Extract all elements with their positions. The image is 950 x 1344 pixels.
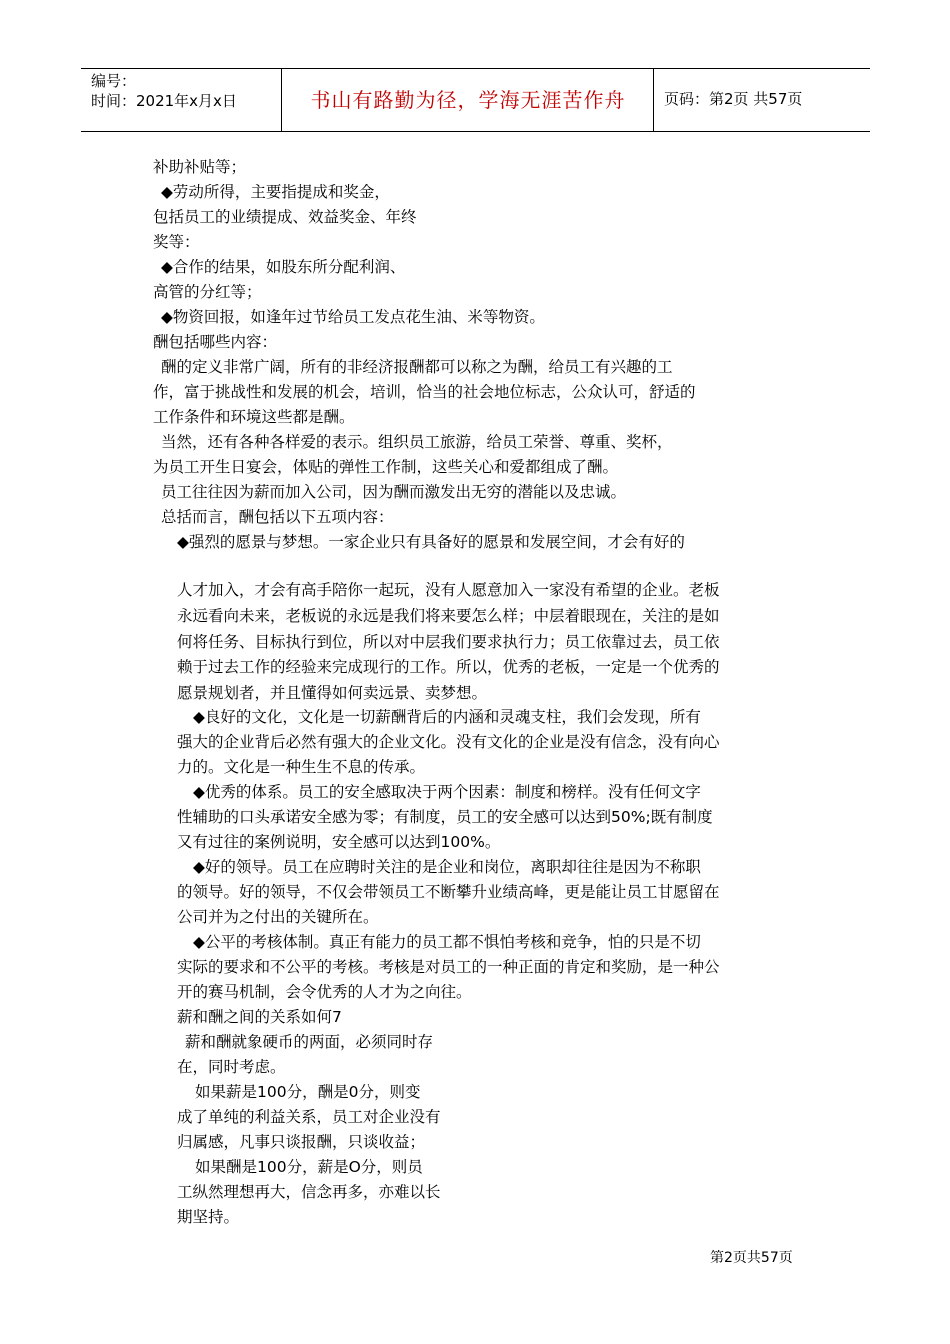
number-label: 编号： [91, 72, 137, 90]
text-line: ◆合作的结果，如股东所分配利润、 [161, 258, 406, 276]
text-line: 开的赛马机制，会令优秀的人才为之向往。 [177, 983, 472, 1001]
text-line: 何将任务、目标执行到位，所以对中层我们要求执行力；员工依靠过去，员工依 [177, 633, 720, 651]
text-line: 包括员工的业绩提成、效益奖金、年终 [153, 208, 417, 226]
text-line: 员工往往因为薪而加入公司，因为酬而激发出无穷的潜能以及忠诚。 [161, 483, 627, 501]
text-line: 工纵然理想再大，信念再多，亦难以长 [177, 1183, 441, 1201]
text-line: 公司并为之付出的关键所在。 [177, 908, 379, 926]
text-line: 作，富于挑战性和发展的机会，培训，恰当的社会地位标志，公众认可，舒适的 [153, 383, 696, 401]
page-footer: 第2页共57页 [710, 1250, 793, 1266]
text-line: 当然，还有各种各样爱的表示。组织员工旅游，给员工荣誉、尊重、奖杯， [161, 433, 673, 451]
text-line: ◆优秀的体系。员工的安全感取决于两个因素：制度和榜样。没有任何文字 [193, 783, 701, 801]
text-line: 薪和酬之间的关系如何7 [177, 1008, 342, 1026]
page-header [81, 68, 870, 132]
text-line: 奖等： [153, 233, 200, 251]
page-code: 页码：第2页 共57页 [664, 90, 803, 108]
text-line: 人才加入，才会有高手陪你一起玩，没有人愿意加入一家没有希望的企业。老板 [177, 581, 720, 599]
text-line: 力的。文化是一种生生不息的传承。 [177, 758, 426, 776]
text-line: 在，同时考虑。 [177, 1058, 286, 1076]
text-line: ◆物资回报，如逢年过节给员工发点花生油、米等物资。 [161, 308, 545, 326]
text-line: 强大的企业背后必然有强大的企业文化。没有文化的企业是没有信念，没有向心 [177, 733, 720, 751]
text-line: 性辅助的口头承诺安全感为零；有制度，员工的安全感可以达到50%;既有制度 [177, 808, 713, 826]
text-line: 补助补贴等； [153, 158, 247, 176]
text-line: 薪和酬就象硬币的两面，必须同时存 [185, 1033, 434, 1051]
text-line: ◆强烈的愿景与梦想。一家企业只有具备好的愿景和发展空间，才会有好的 [177, 533, 685, 551]
text-line: 如果酬是100分，薪是O分，则员 [195, 1158, 423, 1176]
text-line: 实际的要求和不公平的考核。考核是对员工的一种正面的肯定和奖励，是一种公 [177, 958, 720, 976]
text-line: 工作条件和环境这些都是酬。 [153, 408, 355, 426]
text-line: 永远看向未来，老板说的永远是我们将来要怎么样；中层着眼现在，关注的是如 [177, 607, 720, 625]
text-line: 总括而言，酬包括以下五项内容： [161, 508, 394, 526]
text-line: 酬的定义非常广阔，所有的非经济报酬都可以称之为酬，给员工有兴趣的工 [161, 358, 673, 376]
text-line: 酬包括哪些内容： [153, 333, 278, 351]
time-label: 时间：2021年x月x日 [91, 92, 237, 110]
text-line: ◆好的领导。员工在应聘时关注的是企业和岗位，离职却往往是因为不称职 [193, 858, 701, 876]
text-line: 成了单纯的利益关系，员工对企业没有 [177, 1108, 441, 1126]
header-page-cell [654, 69, 870, 131]
text-line: 又有过往的案例说明，安全感可以达到100%。 [177, 833, 501, 851]
text-line: 高管的分红等； [153, 283, 262, 301]
text-line: ◆公平的考核体制。真正有能力的员工都不惧怕考核和竞争，怕的只是不切 [193, 933, 701, 951]
text-line: 为员工开生日宴会，体贴的弹性工作制，这些关心和爱都组成了酬。 [153, 458, 619, 476]
text-line: ◆劳动所得，主要指提成和奖金， [161, 183, 390, 201]
text-line: 归属感，凡事只谈报酬，只谈收益； [177, 1133, 426, 1151]
text-line: 的领导。好的领导，不仅会带领员工不断攀升业绩高峰，更是能让员工甘愿留在 [177, 883, 720, 901]
header-info-cell [81, 69, 282, 131]
text-line: 赖于过去工作的经验来完成现行的工作。所以，优秀的老板，一定是一个优秀的 [177, 658, 720, 676]
text-line: 期坚持。 [177, 1208, 240, 1226]
motto: 书山有路勤为径，学海无涯苦作舟 [310, 88, 626, 112]
header-motto-cell [282, 69, 654, 131]
text-line: 愿景规划者，并且懂得如何卖远景、卖梦想。 [177, 684, 488, 702]
text-line: ◆良好的文化，文化是一切薪酬背后的内涵和灵魂支柱，我们会发现，所有 [193, 708, 701, 726]
text-line: 如果薪是100分，酬是0分，则变 [195, 1083, 421, 1101]
